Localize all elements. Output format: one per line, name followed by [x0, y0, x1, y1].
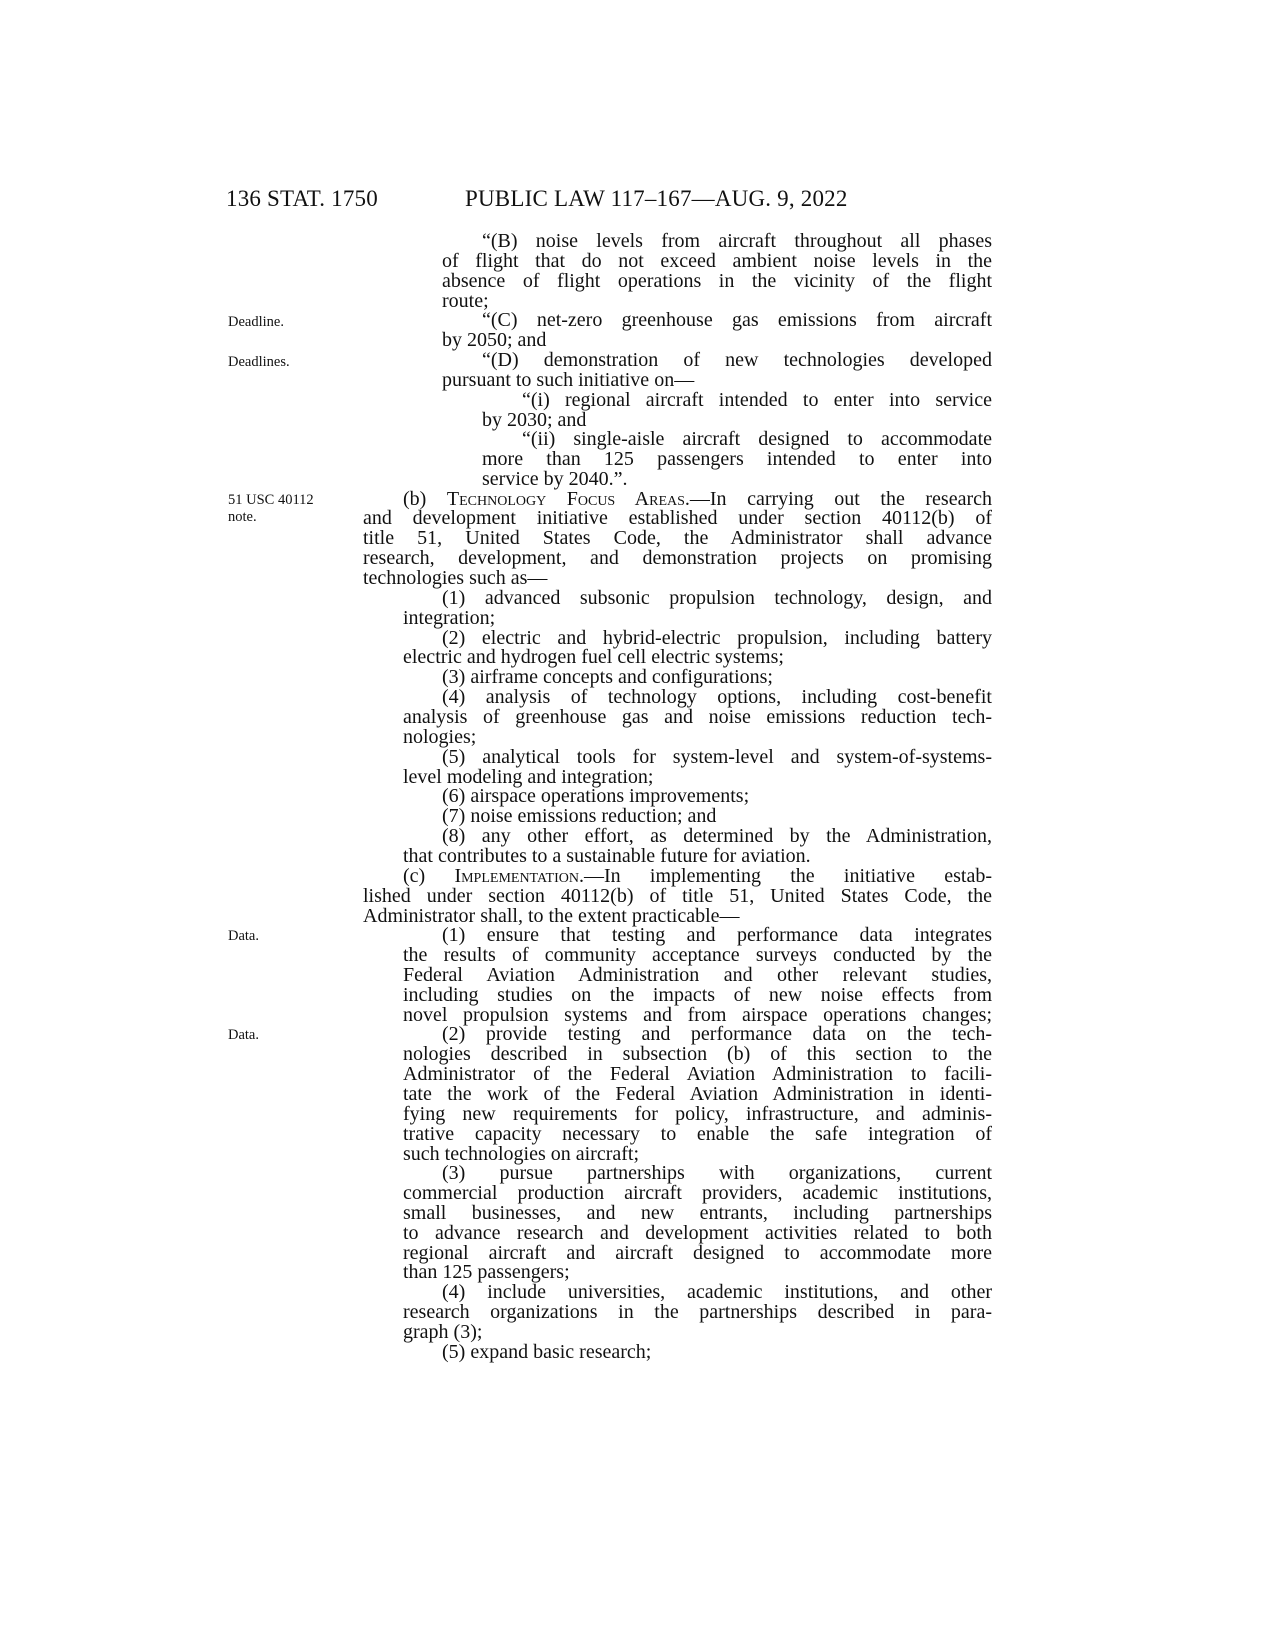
text-line: regional aircraft and aircraft designed to accommodate more	[403, 1243, 992, 1264]
section-c-heading-line	[403, 866, 992, 887]
text-line: integration;	[403, 607, 496, 629]
text-line: trative capacity necessary to enable the safe integration of	[403, 1124, 992, 1145]
margin-note-data-2: Data.	[228, 1027, 259, 1043]
text-line: “(i) regional aircraft intended to enter into service	[522, 390, 992, 411]
text-line: graph (3);	[403, 1321, 483, 1343]
text-line: “(C) net-zero greenhouse gas emissions from aircraft	[482, 310, 992, 331]
text-line: route;	[442, 290, 489, 312]
text-line: (7) noise emissions reduction; and	[442, 805, 717, 827]
text-line: technologies such as—	[363, 567, 548, 589]
text-line: (5) expand basic research;	[442, 1341, 652, 1363]
text-line: novel propulsion systems and from airspace operations changes;	[403, 1005, 992, 1026]
text-line: research organizations in the partnerships described in para-	[403, 1302, 992, 1323]
text-line: (3) airframe concepts and configurations;	[442, 666, 773, 688]
text-line: small businesses, and new entrants, including partnerships	[403, 1203, 992, 1224]
text-line: (3) pursue partnerships with organizations, current	[442, 1163, 992, 1184]
text-line: research, development, and demonstration projects on promising	[363, 548, 992, 569]
text-line: (1) ensure that testing and performance data integrates	[442, 925, 992, 946]
text-line: (6) airspace operations improvements;	[442, 785, 750, 807]
text-line: nologies described in subsection (b) of this section to the	[403, 1044, 992, 1065]
text-line: and development initiative established under section 40112(b) of	[363, 508, 992, 529]
section-c-prefix: (c)	[403, 866, 455, 887]
text-line: more than 125 passengers intended to enter into	[482, 449, 992, 470]
page-header	[0, 186, 1275, 226]
text-line: lished under section 40112(b) of title 51, United States Code, the	[363, 886, 992, 907]
margin-note-data-1: Data.	[228, 928, 259, 944]
section-b-rest: .—In carrying out the research	[684, 489, 992, 510]
text-line: analysis of greenhouse gas and noise emissions reduction tech-	[403, 707, 992, 728]
text-line: by 2050; and	[442, 329, 547, 351]
text-line: title 51, United States Code, the Administrator shall advance	[363, 528, 992, 549]
text-line: of flight that do not exceed ambient noise levels in the	[442, 251, 992, 272]
text-line: tate the work of the Federal Aviation Administration in identi-	[403, 1084, 992, 1105]
text-line: service by 2040.”.	[482, 468, 628, 490]
text-line: such technologies on aircraft;	[403, 1143, 640, 1165]
text-line: (5) analytical tools for system-level and system-of-systems-	[442, 747, 992, 768]
section-c-rest: .—In implementing the initiative estab-	[579, 866, 992, 887]
stat-citation: 136 STAT. 1750	[226, 186, 378, 211]
text-line: to advance research and development activities related to both	[403, 1223, 992, 1244]
text-line: that contributes to a sustainable future for aviation.	[403, 845, 811, 867]
text-line: level modeling and integration;	[403, 766, 654, 788]
text-line: by 2030; and	[482, 409, 587, 431]
section-b-heading-line	[403, 489, 992, 510]
text-line: commercial production aircraft providers, academic institutions,	[403, 1183, 992, 1204]
text-line: Administrator shall, to the extent practicable—	[363, 905, 740, 927]
text-line: than 125 passengers;	[403, 1261, 570, 1283]
margin-note-usc: 51 USC 40112	[228, 492, 314, 508]
margin-note-usc-note: note.	[228, 509, 257, 525]
text-line: (1) advanced subsonic propulsion technology, design, and	[442, 588, 992, 609]
text-line: Federal Aviation Administration and other relevant studies,	[403, 965, 992, 986]
text-line: Administrator of the Federal Aviation Administration to facili-	[403, 1064, 992, 1085]
text-line: (4) include universities, academic institutions, and other	[442, 1282, 992, 1303]
text-line: “(ii) single-aisle aircraft designed to accommodate	[522, 429, 992, 450]
text-line: including studies on the impacts of new noise effects from	[403, 985, 992, 1006]
section-b-prefix: (b)	[403, 489, 447, 510]
text-line: (2) provide testing and performance data on the tech-	[442, 1024, 992, 1045]
margin-note-deadlines: Deadlines.	[228, 354, 290, 370]
text-line: absence of flight operations in the vicinity of the flight	[442, 271, 992, 292]
text-line: fying new requirements for policy, infrastructure, and adminis-	[403, 1104, 992, 1125]
text-line: pursuant to such initiative on—	[442, 369, 695, 391]
text-line: (4) analysis of technology options, including cost-benefit	[442, 687, 992, 708]
text-line: (2) electric and hybrid-electric propulsion, including battery	[442, 628, 992, 649]
text-line: “(D) demonstration of new technologies developed	[482, 350, 992, 371]
text-line: nologies;	[403, 726, 477, 748]
text-line: electric and hydrogen fuel cell electric systems;	[403, 646, 784, 668]
text-line: “(B) noise levels from aircraft throughout all phases	[482, 231, 992, 252]
margin-note-deadline: Deadline.	[228, 314, 284, 330]
text-line: the results of community acceptance surveys conducted by the	[403, 945, 992, 966]
law-title: PUBLIC LAW 117–167—AUG. 9, 2022	[465, 186, 848, 211]
text-line: (8) any other effort, as determined by the Administration,	[442, 826, 992, 847]
section-b-heading: Technology Focus Areas	[446, 489, 685, 510]
section-c-heading: Implementation	[454, 866, 579, 887]
